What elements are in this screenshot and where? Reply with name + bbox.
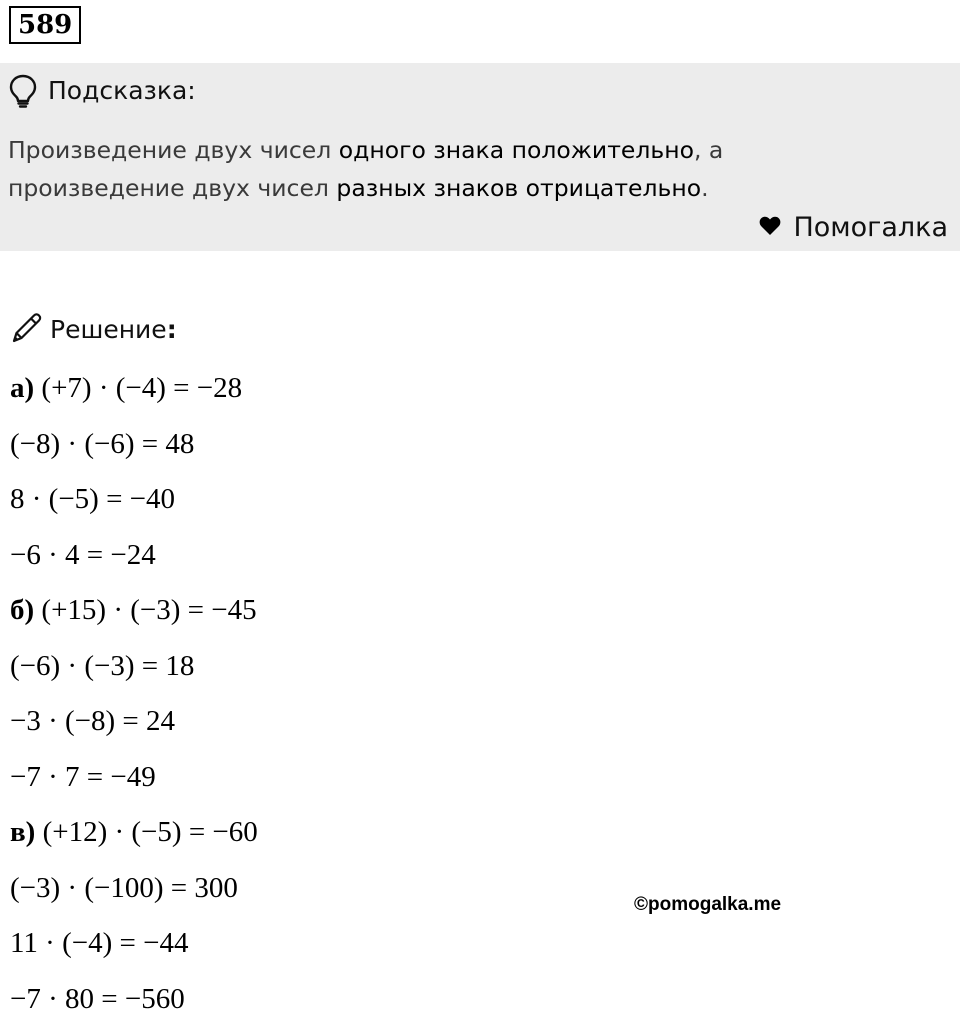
- expression: (+12) · (−5) = −60: [35, 816, 258, 848]
- brand-link[interactable]: [759, 210, 948, 246]
- expression: −7 · 7 = −49: [10, 761, 156, 793]
- solution-line: [10, 871, 238, 905]
- expression: 8 · (−5) = −40: [10, 483, 176, 515]
- pencil-icon: [10, 311, 44, 349]
- hint-line2-a: произведение двух чисел: [8, 174, 337, 202]
- solution-line: [10, 427, 194, 461]
- hint-box: [0, 63, 960, 251]
- solution-header: [10, 311, 177, 349]
- solution-line: [10, 815, 258, 849]
- solution-line: [10, 926, 188, 960]
- hint-line2-b: .: [701, 174, 709, 202]
- hint-header: [8, 74, 196, 108]
- lightbulb-icon: [8, 74, 38, 108]
- part-label: а): [10, 372, 35, 404]
- heart-icon: [759, 210, 781, 246]
- solution-line: [10, 704, 175, 738]
- solution-line: [10, 982, 185, 1016]
- expression: (−8) · (−6) = 48: [10, 428, 195, 460]
- hint-line1-a: Произведение двух чисел: [8, 136, 339, 164]
- expression: (−3) · (−100) = 300: [10, 872, 238, 904]
- solution-line: [10, 593, 257, 627]
- expression: (+7) · (−4) = −28: [34, 372, 243, 404]
- hint-text: [8, 131, 948, 207]
- hint-line1-bold: одного знака положительно: [338, 136, 694, 164]
- solution-line: [10, 760, 156, 794]
- solution-title: [50, 313, 177, 347]
- watermark: ©pomogalka.me: [634, 894, 782, 915]
- solution-title-colon: :: [166, 315, 177, 344]
- expression: (+15) · (−3) = −45: [34, 594, 257, 626]
- solution-line: [10, 482, 175, 516]
- solution-title-text: Решение: [50, 315, 167, 344]
- expression: −3 · (−8) = 24: [10, 705, 176, 737]
- expression: −7 · 80 = −560: [10, 983, 185, 1015]
- solution-line: [10, 538, 156, 572]
- hint-line1-b: , а: [693, 136, 724, 164]
- hint-title: Подсказка:: [48, 76, 196, 105]
- solution-line: [10, 371, 242, 405]
- part-label: в): [10, 816, 36, 848]
- part-label: б): [10, 594, 35, 626]
- brand-label: Помогалка: [793, 212, 948, 243]
- expression: −6 · 4 = −24: [10, 539, 156, 571]
- expression: (−6) · (−3) = 18: [10, 650, 195, 682]
- task-number: 589: [9, 6, 81, 44]
- expression: 11 · (−4) = −44: [10, 927, 189, 959]
- solution-line: [10, 649, 194, 683]
- hint-line2-bold: разных знаков отрицательно: [336, 174, 702, 202]
